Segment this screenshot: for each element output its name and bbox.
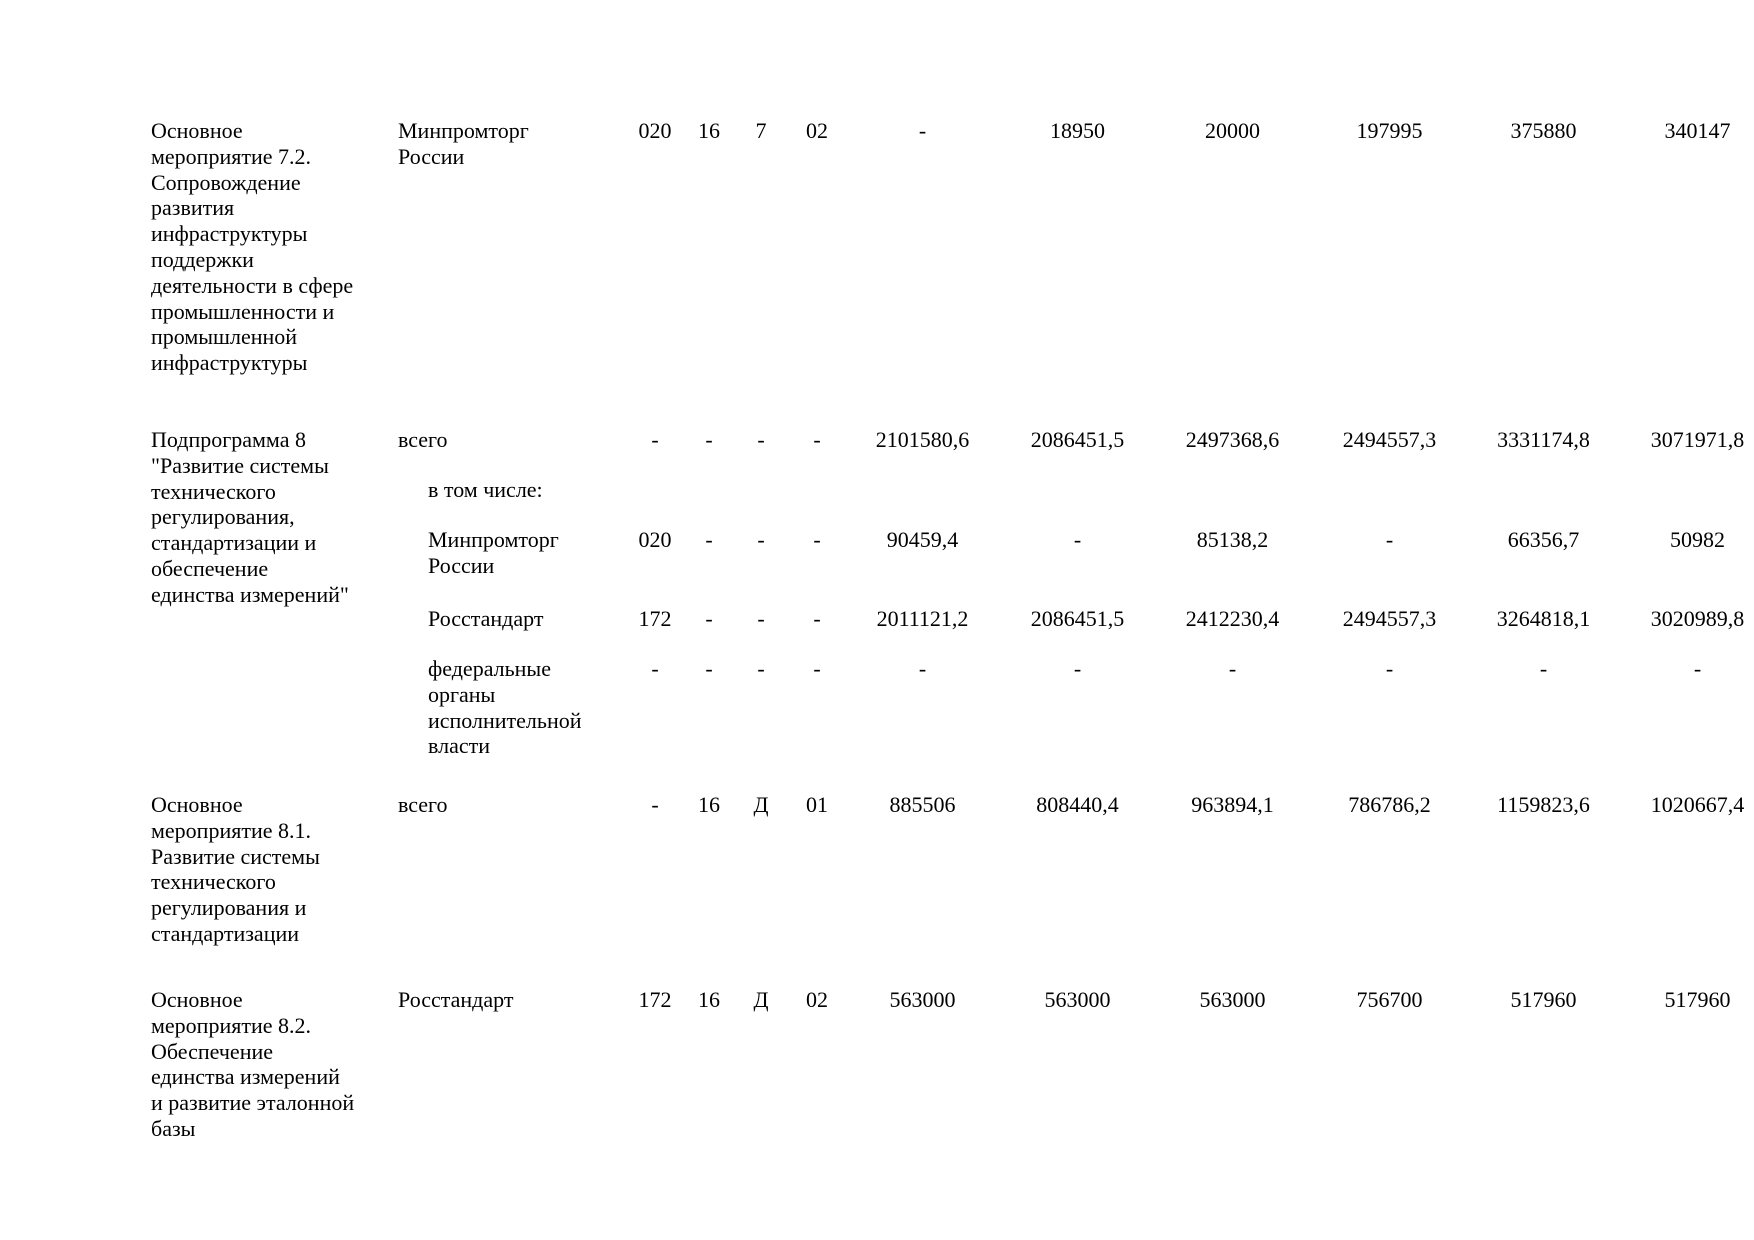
subrow-1-code-sub: - — [813, 606, 821, 631]
row-3-value-4: 756700 — [1356, 987, 1423, 1012]
row-3-value-3: 563000 — [1199, 987, 1266, 1012]
subrow-0-value-3: 85138,2 — [1196, 527, 1269, 552]
row-2-value-5: 1159823,6 — [1497, 792, 1590, 817]
row-0-value-5: 375880 — [1510, 118, 1577, 143]
row-1-code-gp: - — [651, 427, 659, 452]
subrow-0-code-om: - — [757, 527, 765, 552]
subrow-1-value-3: 2412230,4 — [1185, 606, 1280, 631]
row-0-value-1: - — [918, 118, 927, 143]
subrow-0-value-4: - — [1385, 527, 1394, 552]
row-2-value-3: 963894,1 — [1191, 792, 1274, 817]
row-1-value-1: 2101580,6 — [875, 427, 970, 452]
row-0-code-sub: 02 — [806, 118, 828, 143]
row-2-value-2: 808440,4 — [1036, 792, 1119, 817]
row-2-executor: всего — [398, 792, 448, 817]
subrow-2-code-om: - — [757, 656, 765, 681]
row-2-code-gp: - — [651, 792, 659, 817]
subrow-2-code-gp: - — [651, 656, 659, 681]
subrow-2-code-pgp: - — [705, 656, 713, 681]
row-1-code-om: - — [757, 427, 765, 452]
row-3-value-5: 517960 — [1510, 987, 1577, 1012]
row-3-value-2: 563000 — [1044, 987, 1111, 1012]
subrow-1-value-1: 2011121,2 — [876, 606, 969, 631]
subrow-2-value-6: - — [1693, 656, 1702, 681]
row-2-value-1: 885506 — [889, 792, 956, 817]
row-3-code-pgp: 16 — [698, 987, 720, 1012]
subrow-1-code-om: - — [757, 606, 765, 631]
subrow-0-value-1: 90459,4 — [886, 527, 959, 552]
row-0-name: Основное мероприятие 7.2. Сопровождение развития инфраструктуры поддержки деятельности в сфере промышленности и промышленной инфраструктуры — [151, 118, 354, 376]
row-0-code-pgp: 16 — [698, 118, 720, 143]
row-3-code-om: Д — [753, 987, 769, 1012]
subrow-2-value-5: - — [1539, 656, 1548, 681]
row-1-executor: всего — [398, 427, 448, 452]
row-0-value-6: 340147 — [1664, 118, 1731, 143]
subrow-0-code-sub: - — [813, 527, 821, 552]
subrow-2-value-3: - — [1228, 656, 1237, 681]
row-3-name: Основное мероприятие 8.2. Обеспечение единства измерений и развитие эталонной базы — [151, 987, 355, 1141]
subrow-2-executor: федеральные органы исполнительной власти — [428, 656, 582, 759]
row-3-code-gp: 172 — [638, 987, 672, 1012]
row-1-value-4: 2494557,3 — [1342, 427, 1437, 452]
subrow-1-code-gp: 172 — [638, 606, 672, 631]
row-1-value-6: 3071971,8 — [1650, 427, 1745, 452]
row-2-code-sub: 01 — [806, 792, 828, 817]
subrow-0-code-pgp: - — [705, 527, 713, 552]
subrow-0-value-2: - — [1073, 527, 1082, 552]
row-1-value-3: 2497368,6 — [1185, 427, 1280, 452]
including-label: в том числе: — [428, 477, 543, 502]
row-2-code-om: Д — [753, 792, 769, 817]
subrow-1-executor: Росстандарт — [428, 606, 544, 631]
subrow-0-executor: Минпромторг России — [428, 527, 559, 578]
subrow-2-value-2: - — [1073, 656, 1082, 681]
subrow-0-code-gp: 020 — [638, 527, 672, 552]
row-1-code-pgp: - — [705, 427, 713, 452]
subrow-1-value-2: 2086451,5 — [1030, 606, 1125, 631]
row-2-name: Основное мероприятие 8.1. Развитие системы технического регулирования и стандартизации — [151, 792, 320, 946]
subrow-1-value-4: 2494557,3 — [1342, 606, 1437, 631]
row-1-code-sub: - — [813, 427, 821, 452]
row-3-value-6: 517960 — [1664, 987, 1731, 1012]
subrow-2-value-1: - — [918, 656, 927, 681]
row-0-value-4: 197995 — [1356, 118, 1423, 143]
subrow-0-value-5: 66356,7 — [1507, 527, 1580, 552]
row-1-name: Подпрограмма 8 "Развитие системы технического регулирования, стандартизации и обеспечение единства измерений" — [151, 427, 349, 607]
subrow-1-value-6: 3020989,8 — [1650, 606, 1745, 631]
subrow-2-code-sub: - — [813, 656, 821, 681]
row-3-code-sub: 02 — [806, 987, 828, 1012]
row-0-value-2: 18950 — [1050, 118, 1105, 143]
subrow-2-value-4: - — [1385, 656, 1394, 681]
row-0-value-3: 20000 — [1205, 118, 1260, 143]
row-0-code-gp: 020 — [638, 118, 672, 143]
subrow-0-value-6: 50982 — [1670, 527, 1725, 552]
row-3-executor: Росстандарт — [398, 987, 514, 1012]
row-1-value-5: 3331174,8 — [1497, 427, 1590, 452]
row-3-value-1: 563000 — [889, 987, 956, 1012]
subrow-1-value-5: 3264818,1 — [1496, 606, 1591, 631]
row-2-code-pgp: 16 — [698, 792, 720, 817]
row-1-value-2: 2086451,5 — [1030, 427, 1125, 452]
row-0-code-om: 7 — [755, 118, 767, 143]
row-2-value-4: 786786,2 — [1348, 792, 1431, 817]
subrow-1-code-pgp: - — [705, 606, 713, 631]
row-0-executor: Минпромторг России — [398, 118, 529, 169]
row-2-value-6: 1020667,4 — [1650, 792, 1745, 817]
